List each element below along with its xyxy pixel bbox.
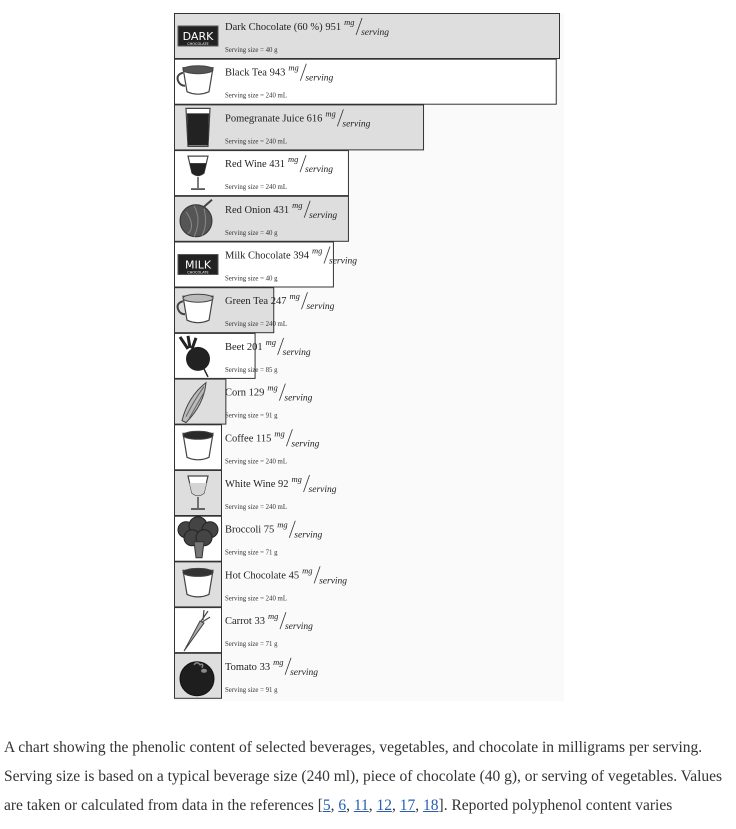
item-name: Hot Chocolate	[225, 570, 289, 582]
item-name: Red Onion	[225, 204, 274, 216]
label-carrot	[225, 616, 265, 627]
serving-size-milk-chocolate: Serving size = 40 g	[225, 275, 278, 283]
item-value: 115	[256, 433, 272, 445]
serving-size-broccoli: Serving size = 71 g	[225, 549, 278, 557]
chocolate-subtext: CHOCOLATE	[187, 270, 209, 275]
unit-denominator: serving	[290, 667, 319, 678]
serving-size-pomegranate-juice: Serving size = 240 mL	[225, 138, 287, 146]
serving-size-red-onion: Serving size = 40 g	[225, 229, 278, 237]
unit-numerator: mg	[288, 62, 299, 73]
unit-denominator: serving	[319, 576, 348, 587]
serving-size-corn: Serving size = 91 g	[225, 412, 278, 420]
chart-svg	[174, 13, 564, 701]
label-broccoli	[225, 525, 274, 536]
caption-tail: ]. Reported polyphenol content varies	[438, 796, 673, 814]
unit-numerator: mg	[274, 428, 285, 439]
item-name: Red Wine	[225, 159, 270, 171]
unit-denominator: serving	[361, 28, 390, 38]
unit-numerator: mg	[292, 199, 303, 210]
chart-row-pomegranate-juice	[175, 105, 424, 150]
item-value: 943	[269, 67, 286, 79]
serving-size-dark-chocolate-60: Serving size = 40 g	[225, 47, 278, 54]
unit-denominator: serving	[294, 530, 323, 541]
unit-denominator: serving	[329, 256, 357, 267]
item-name: Black Tea	[225, 67, 270, 79]
serving-size-black-tea: Serving size = 240 mL	[225, 92, 287, 100]
broccoli-stem	[194, 542, 204, 558]
serving-size-beet: Serving size = 85 g	[225, 366, 278, 374]
tomato-highlight	[201, 669, 207, 673]
unit-numerator: mg	[288, 154, 299, 165]
figure-caption	[4, 733, 732, 820]
label-beet	[225, 342, 263, 353]
chocolate-brand-text: MILK	[184, 258, 212, 272]
unit-denominator: serving	[282, 347, 311, 358]
serving-size-red-wine: Serving size = 240 mL	[225, 184, 287, 192]
unit-denominator: serving	[306, 302, 335, 313]
item-value: 45	[288, 570, 300, 582]
label-dark-chocolate-60	[225, 22, 341, 33]
item-value: 394	[293, 250, 309, 262]
serving-size-hot-chocolate: Serving size = 240 mL	[225, 595, 287, 603]
serving-size-carrot: Serving size = 71 g	[225, 641, 278, 649]
label-red-onion	[225, 205, 289, 216]
tomato-body	[180, 662, 214, 696]
unit-denominator: serving	[291, 439, 320, 450]
coffee-cup-icon	[183, 431, 213, 460]
item-value: 616	[306, 113, 323, 125]
unit-numerator: mg	[289, 291, 300, 302]
item-name: Broccoli	[225, 524, 264, 536]
reference-link-18[interactable]: 18	[423, 796, 439, 814]
cup-liquid	[183, 66, 213, 74]
cup-liquid	[183, 294, 213, 302]
unit-numerator: mg	[291, 474, 302, 484]
item-value: 431	[269, 159, 286, 171]
label-pomegranate-juice	[225, 113, 322, 124]
item-name: Pomegranate Juice	[225, 113, 307, 125]
item-value: 951	[325, 22, 342, 33]
item-name: White Wine	[225, 479, 279, 490]
label-coffee	[225, 433, 271, 444]
serving-size-coffee: Serving size = 240 mL	[225, 458, 287, 466]
chocolate-brand-text: DARK	[182, 30, 214, 43]
reference-link-17[interactable]: 17	[399, 796, 416, 814]
item-name: Milk Chocolate	[225, 250, 294, 262]
unit-numerator: mg	[302, 565, 313, 576]
bar-pomegranate-juice	[175, 105, 424, 150]
label-hot-chocolate	[225, 570, 299, 581]
label-corn	[225, 388, 264, 399]
chart-row-red-wine	[175, 151, 349, 196]
caption-references: 5, 6, 11, 12, 17, 18	[322, 796, 439, 814]
reference-link-5[interactable]: 5	[322, 796, 331, 814]
item-value: 75	[263, 524, 275, 536]
item-name: Dark Chocolate (60 %)	[225, 22, 326, 33]
chart-row-black-tea	[175, 59, 557, 104]
reference-link-11[interactable]: 11	[353, 796, 369, 814]
item-value: 247	[270, 296, 287, 308]
cup-liquid	[183, 431, 213, 439]
cup-liquid	[183, 568, 213, 576]
label-milk-chocolate	[225, 251, 310, 262]
unit-denominator: serving	[342, 119, 371, 130]
label-tomato	[225, 662, 270, 673]
unit-numerator: mg	[267, 382, 278, 393]
unit-numerator: mg	[312, 245, 323, 256]
reference-link-12[interactable]: 12	[376, 796, 393, 814]
item-name: Green Tea	[225, 296, 271, 308]
chart-row-red-onion	[175, 196, 349, 241]
item-name: Carrot	[225, 616, 255, 628]
unit-numerator: mg	[277, 519, 288, 530]
label-white-wine	[225, 479, 289, 490]
caption-text: A chart showing the phenolic content of selected beverages, vegetables, and chocolate in milligrams per serving. Serving size is based on a typical beverage size (240 ml), piece of chocolate (40 g), or serving of vegetables. Values are taken or calculated from data in the references [	[4, 738, 723, 814]
pomegranate-juice-glass-icon	[186, 108, 210, 146]
reference-link-6[interactable]: 6	[338, 796, 347, 814]
unit-denominator: serving	[305, 73, 334, 84]
unit-numerator: mg	[265, 336, 277, 347]
item-name: Coffee	[225, 433, 257, 445]
serving-size-tomato: Serving size = 91 g	[225, 686, 278, 694]
label-black-tea	[225, 68, 285, 79]
item-value: 431	[273, 204, 290, 216]
unit-numerator: mg	[325, 108, 336, 119]
unit-denominator: serving	[309, 210, 338, 221]
unit-denominator: serving	[308, 485, 337, 495]
milk-chocolate-bar-icon	[178, 255, 218, 275]
tomato-icon	[180, 662, 214, 696]
unit-numerator: mg	[273, 656, 284, 667]
item-value: 92	[278, 479, 289, 490]
beet-root	[186, 347, 210, 371]
serving-size-green-tea: Serving size = 240 mL	[225, 321, 287, 329]
chocolate-subtext: CHOCOLATE	[187, 42, 209, 46]
item-value: 33	[254, 616, 265, 628]
item-value: 129	[248, 387, 265, 399]
hot-chocolate-cup-icon	[183, 568, 213, 597]
item-value: 201	[246, 341, 263, 353]
serving-size-white-wine: Serving size = 240 mL	[225, 504, 287, 511]
phenolic-content-chart	[174, 13, 564, 701]
label-green-tea	[225, 296, 286, 307]
chart-row-dark-chocolate-60	[175, 14, 560, 59]
item-name: Tomato	[225, 661, 260, 673]
juice	[187, 113, 209, 145]
chart-row-milk-chocolate	[175, 242, 358, 287]
label-red-wine	[225, 159, 285, 170]
unit-denominator: serving	[284, 393, 313, 404]
dark-chocolate-bar-icon	[178, 26, 218, 46]
item-name: Beet	[225, 341, 247, 353]
unit-denominator: serving	[305, 165, 334, 176]
item-name: Corn	[225, 387, 249, 399]
unit-numerator: mg	[267, 611, 279, 622]
unit-denominator: serving	[284, 622, 313, 633]
item-value: 33	[259, 661, 271, 673]
unit-numerator: mg	[344, 17, 355, 27]
